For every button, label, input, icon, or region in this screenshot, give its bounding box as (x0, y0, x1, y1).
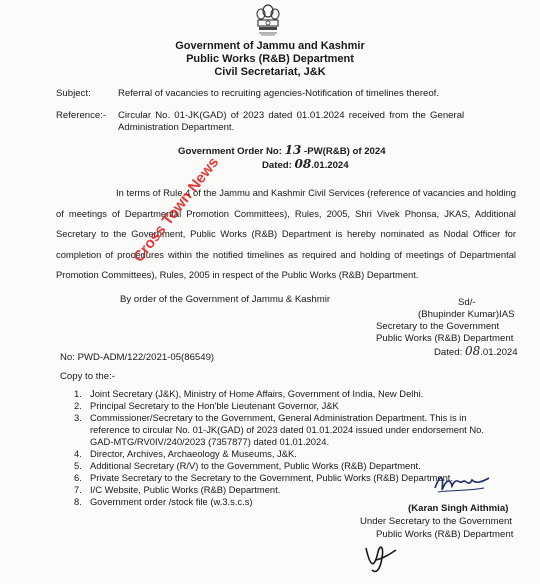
order-body-text: In terms of Rule 4 of the Jammu and Kashmir Civil Services (reference of vacancies and holding of meetings of Departmental Promotion Committees), Rules, 2005, Shri Vivek Phonsa, JKAS, Additional Secretary to the Government, Public Works (R&B) Department is hereby nominated as Nodal Officer for completion of procedures within the notified timelines as required and holding of meetings of Departmental Promotion Committees), Rules, 2005 in respect of the Public Works (R&B) Department. (56, 187, 516, 281)
under-secretary-dept: Public Works (R&B) Department (376, 529, 514, 540)
order-dated-rest: .01.2024 (311, 160, 349, 171)
national-emblem-icon (253, 2, 283, 38)
copy-list-line: I/C Website, Public Works (R&B) Department. (90, 484, 281, 495)
subject-label: Subject: (56, 88, 91, 99)
reference-line1: Circular No. 01-JK(GAD) of 2023 dated 01.01.2024 received from the General (118, 110, 465, 121)
copy-list-text (90, 484, 280, 496)
signatory-dated-rest: .01.2024 (480, 347, 518, 358)
under-secretary-title: Under Secretary to the Government (360, 516, 512, 527)
header-secretariat: Civil Secretariat, J&K (214, 66, 326, 78)
copy-list-text (90, 388, 423, 400)
order-suffix: -PW(R&B) of 2024 (304, 146, 386, 157)
copy-list-item (74, 496, 253, 508)
signatory-dated-label: Dated: (434, 347, 463, 358)
file-number: No: PWD-ADM/122/2021-05(86549) (60, 352, 215, 363)
copy-list-text (90, 448, 297, 460)
order-body-paragraph (56, 183, 516, 286)
copy-list-number: 8. (74, 496, 82, 507)
copy-list-line: GAD-MTG/RV0IV/240/2023 (7357877) dated 01.01.2024. (90, 436, 330, 447)
watermark-text: Cross Town News (130, 154, 223, 266)
copy-list-number: 6. (74, 472, 82, 483)
copy-list-item (74, 400, 339, 412)
subject-text: Referral of vacancies to recruiting agencies-Notification of timelines thereof. (118, 88, 440, 99)
copy-list-number: 1. (74, 388, 82, 399)
copy-list-text (90, 460, 421, 472)
by-order-text: By order of the Government of Jammu & Kashmir (120, 294, 331, 305)
copy-list-text (90, 472, 453, 484)
copy-list-number: 2. (74, 400, 82, 411)
copy-list-line: Private Secretary to the Secretary to the Government, Public Works (R&B) Department. (90, 472, 453, 483)
copy-list-text (90, 400, 339, 412)
copy-list-number: 3. (74, 412, 82, 423)
copy-list-text (90, 412, 484, 448)
copy-list-item (74, 460, 421, 472)
copy-list-line: reference to circular No. 01-JK(GAD) of 2023 dated 01.01.2024 issued under endorsement No. (90, 424, 484, 435)
copy-list-line: Government order /stock file (w.3.s.c.s) (90, 496, 253, 507)
order-dated-day: 08 (294, 157, 312, 171)
header-department: Public Works (R&B) Department (186, 53, 354, 65)
initials-signature (360, 540, 400, 576)
signatory-dated-day: 08 (464, 344, 481, 358)
copy-list-number: 4. (74, 448, 82, 459)
reference-label: Reference:- (56, 110, 107, 121)
copy-list-line: Commissioner/Secretary to the Government, General Administration Department. This is in (90, 412, 467, 423)
copy-list-item (74, 484, 280, 496)
copy-list-line: Principal Secretary to the Hon'ble Lieutenant Governor, J&K (90, 400, 339, 411)
reference-line2: Administration Department. (118, 122, 235, 133)
copy-list-number: 5. (74, 460, 82, 471)
copy-list-line: Additional Secretary (R/V) to the Government, Public Works (R&B) Department. (90, 460, 421, 471)
copy-list-item (74, 412, 484, 448)
copy-list-item (74, 448, 297, 460)
under-secretary-name: (Karan Singh Aithmia) (408, 503, 509, 514)
copy-list-item (74, 388, 423, 400)
copy-list-number: 7. (74, 484, 82, 495)
order-dated-line (262, 157, 349, 173)
signatory-title: Secretary to the Government (376, 321, 500, 332)
signatory-dept: Public Works (R&B) Department (376, 333, 514, 344)
signatory-name: (Bhupinder Kumar)IAS (418, 309, 515, 320)
copy-list-line: Director, Archives, Archaeology & Museums, J&K. (90, 448, 297, 459)
under-secretary-signature (432, 470, 492, 496)
order-number: 13 (284, 143, 302, 157)
copy-to-label: Copy to the:- (60, 371, 115, 382)
copy-list-item (74, 472, 453, 484)
signatory-dated (434, 344, 518, 360)
copy-list-text (90, 496, 253, 508)
order-dated-label: Dated: (262, 160, 292, 171)
header-government: Government of Jammu and Kashmir (175, 40, 365, 52)
signatory-sd: Sd/- (458, 297, 476, 308)
copy-list-line: Joint Secretary (J&K), Ministry of Home Affairs, Government of India, New Delhi. (90, 388, 424, 399)
order-prefix: Government Order No: (178, 146, 282, 157)
